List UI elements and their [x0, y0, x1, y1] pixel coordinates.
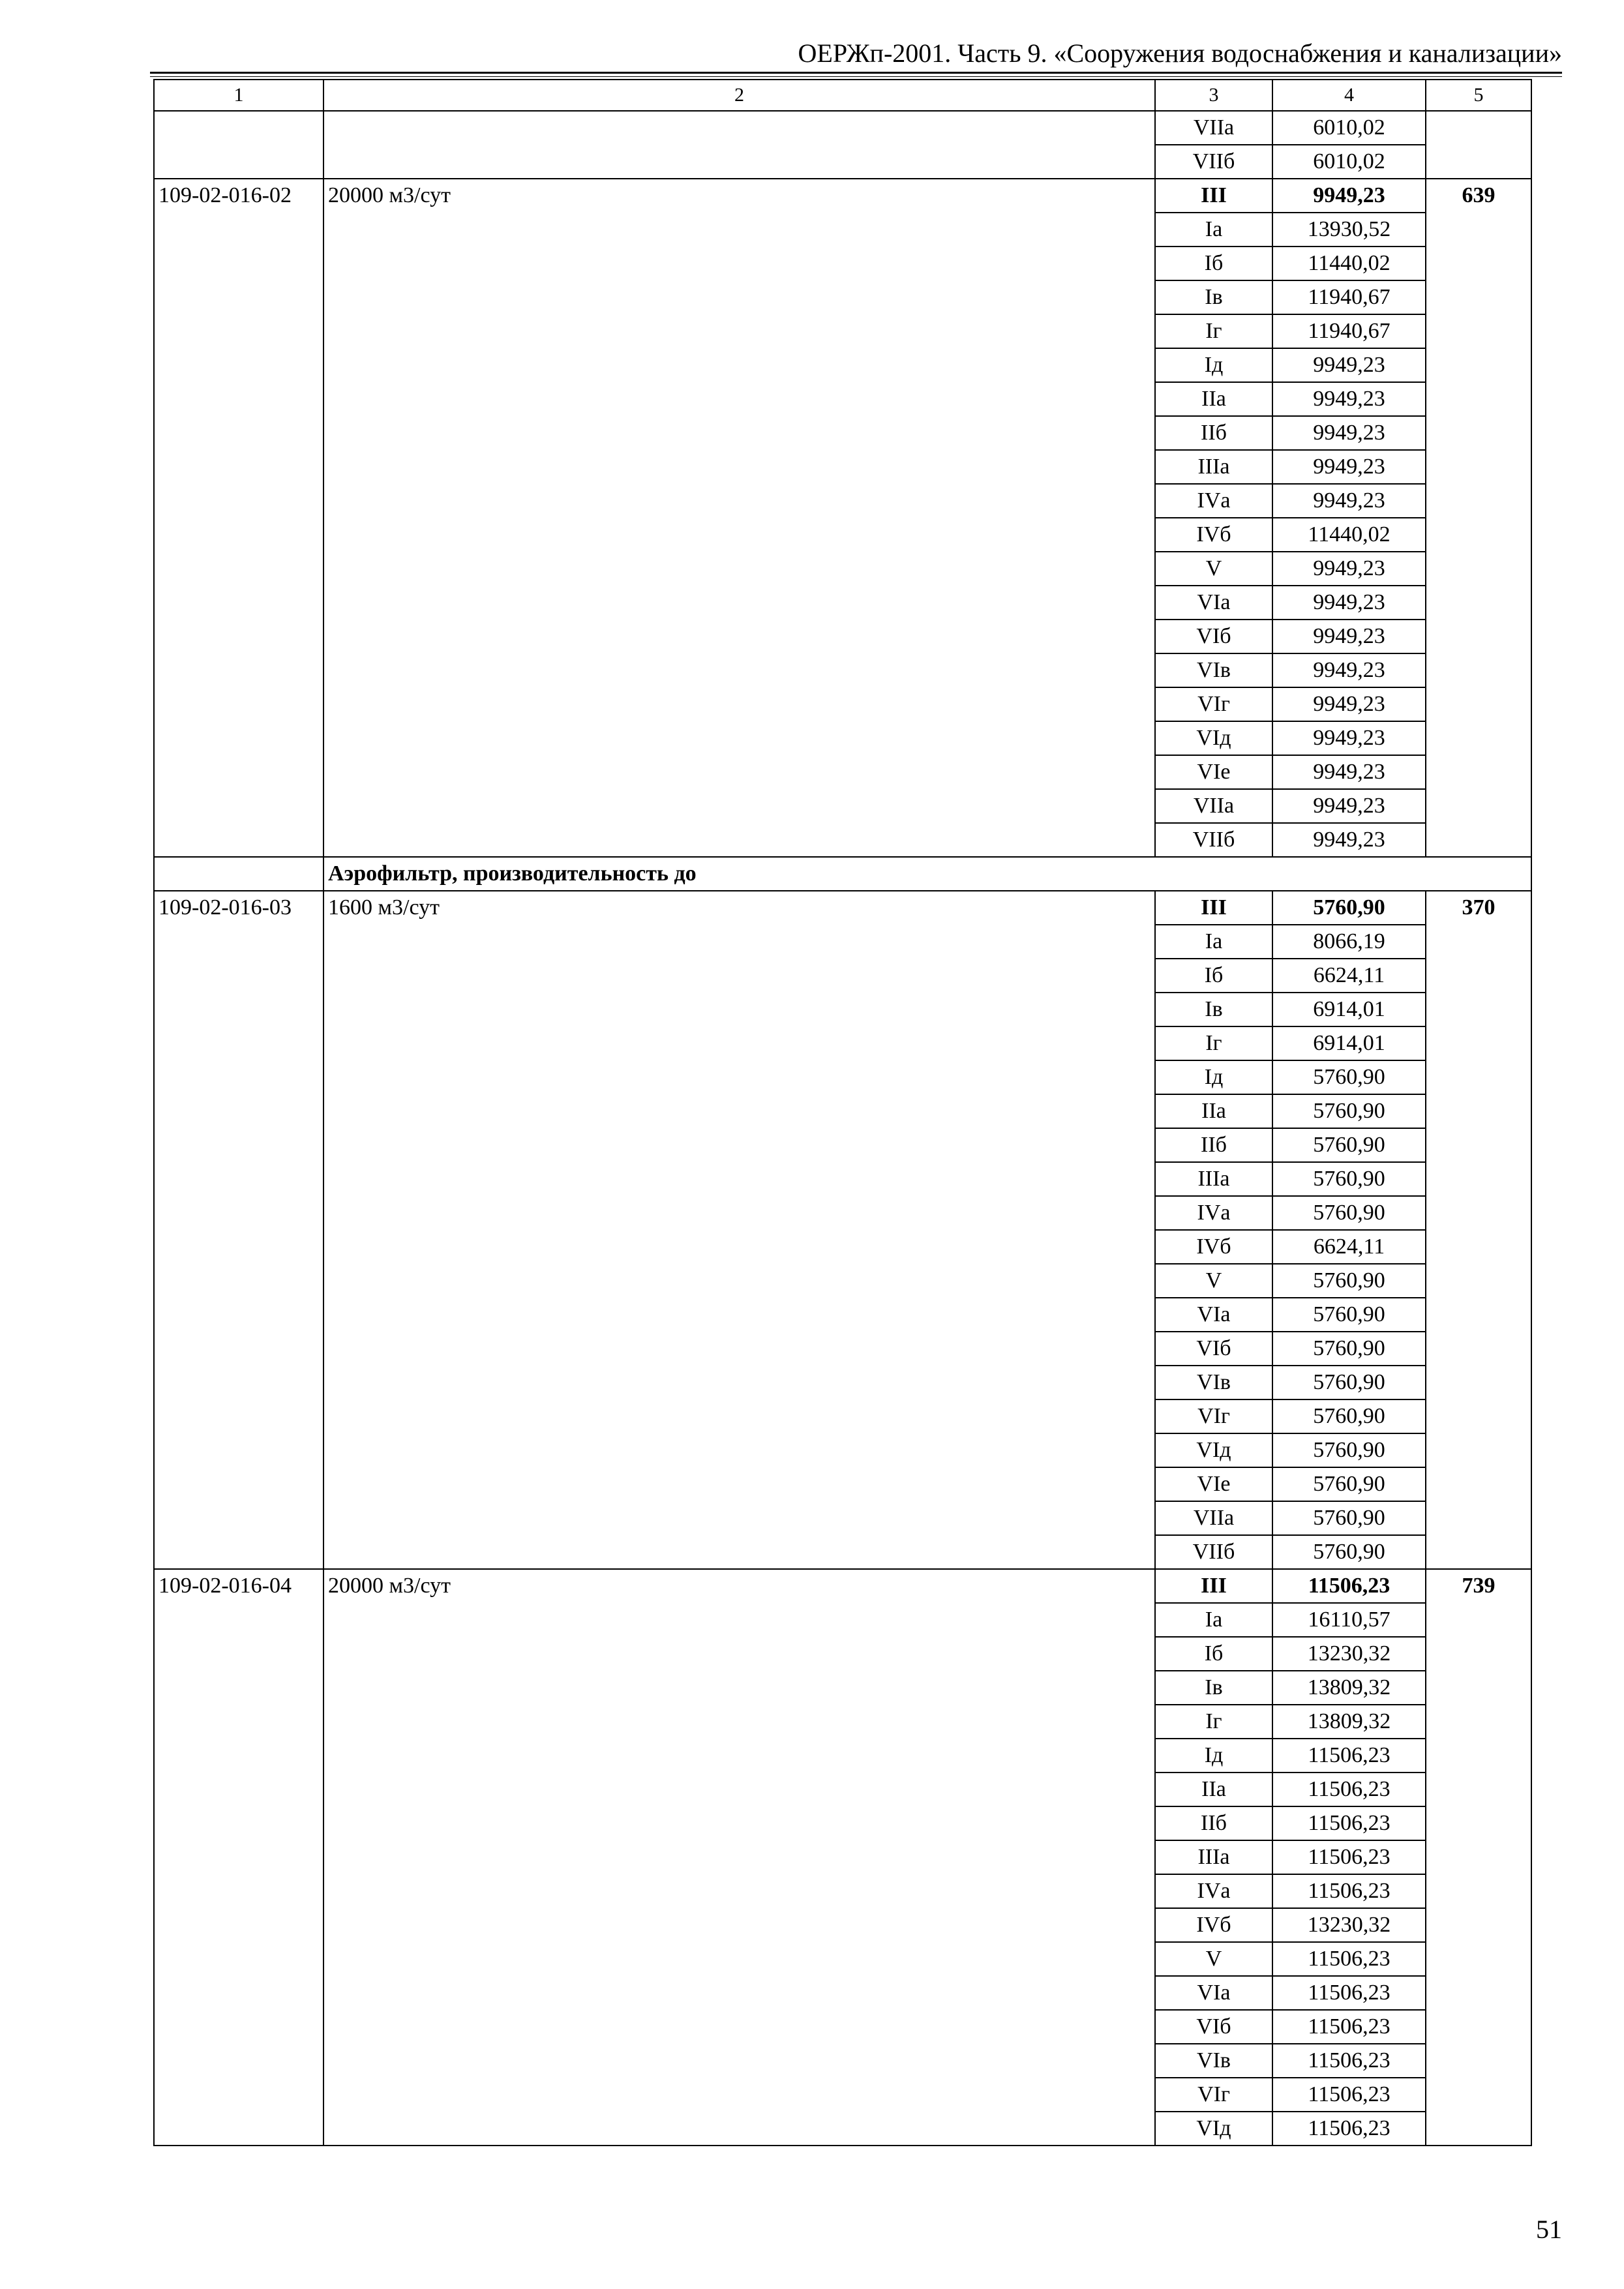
- zone-cell: Iа: [1155, 213, 1272, 247]
- page-header: ОЕРЖп-2001. Часть 9. «Сооружения водоснабжения и канализации»: [798, 38, 1562, 68]
- column-number: 2: [323, 80, 1155, 111]
- zone-cell: IVб: [1155, 1230, 1272, 1264]
- zone-cell: VIIб: [1155, 1535, 1272, 1569]
- price-cell: 11506,23: [1272, 2010, 1426, 2044]
- price-cell: 9949,23: [1272, 721, 1426, 755]
- price-cell: 13930,52: [1272, 213, 1426, 247]
- page-number: 51: [1536, 2215, 1562, 2244]
- zone-cell: Iг: [1155, 314, 1272, 348]
- price-cell: 5760,90: [1272, 1366, 1426, 1399]
- zone-cell: V: [1155, 552, 1272, 586]
- price-cell: 13809,32: [1272, 1671, 1426, 1705]
- price-cell: 9949,23: [1272, 484, 1426, 518]
- zone-cell: VIе: [1155, 755, 1272, 789]
- price-cell: 9949,23: [1272, 552, 1426, 586]
- zone-cell: Iа: [1155, 1603, 1272, 1637]
- zone-cell: IIб: [1155, 1128, 1272, 1162]
- header-rule-thin: [150, 76, 1562, 77]
- zone-cell: Iа: [1155, 925, 1272, 959]
- zone-cell: IIб: [1155, 416, 1272, 450]
- price-cell: 9949,23: [1272, 653, 1426, 687]
- zone-cell: VIа: [1155, 1976, 1272, 2010]
- price-cell: 5760,90: [1272, 1094, 1426, 1128]
- zone-cell: IIа: [1155, 1094, 1272, 1128]
- price-cell: 6010,02: [1272, 111, 1426, 145]
- zone-cell: Iв: [1155, 993, 1272, 1026]
- zone-cell: IIIа: [1155, 450, 1272, 484]
- price-cell: 5760,90: [1272, 1264, 1426, 1298]
- price-cell: 6914,01: [1272, 1026, 1426, 1060]
- zone-cell: VIг: [1155, 1399, 1272, 1433]
- price-cell: 5760,90: [1272, 1196, 1426, 1230]
- price-cell: 5760,90: [1272, 1128, 1426, 1162]
- zone-cell: VIIа: [1155, 1501, 1272, 1535]
- zone-cell: IIIа: [1155, 1162, 1272, 1196]
- price-cell: 11940,67: [1272, 280, 1426, 314]
- zone-cell: IVб: [1155, 518, 1272, 552]
- zone-cell: VIд: [1155, 2112, 1272, 2146]
- zone-cell: VIб: [1155, 1332, 1272, 1366]
- price-cell: 11506,23: [1272, 1773, 1426, 1806]
- price-cell: 9949,23: [1272, 620, 1426, 653]
- item-code: 109-02-016-03: [154, 891, 323, 1569]
- price-cell: 9949,23: [1272, 823, 1426, 857]
- price-cell: 11506,23: [1272, 1840, 1426, 1874]
- zone-cell: Iд: [1155, 348, 1272, 382]
- price-cell: 13809,32: [1272, 1705, 1426, 1739]
- price-cell: 6010,02: [1272, 145, 1426, 179]
- item-total: 739: [1426, 1569, 1531, 2146]
- item-code: 109-02-016-02: [154, 179, 323, 857]
- item-row: [154, 179, 1531, 213]
- price-cell: 11440,02: [1272, 247, 1426, 280]
- zone-cell: VIа: [1155, 1298, 1272, 1332]
- section-row: [154, 857, 1531, 891]
- base-price: 9949,23: [1272, 179, 1426, 213]
- price-cell: 6914,01: [1272, 993, 1426, 1026]
- zone-cell: Iг: [1155, 1705, 1272, 1739]
- zone-cell: Iв: [1155, 280, 1272, 314]
- zone-cell: IVб: [1155, 1908, 1272, 1942]
- zone-cell: VIа: [1155, 586, 1272, 620]
- header-rule: [150, 72, 1562, 74]
- zone-cell: V: [1155, 1942, 1272, 1976]
- total-cell: [1426, 111, 1531, 179]
- table-row: [154, 111, 1531, 145]
- price-cell: 9949,23: [1272, 450, 1426, 484]
- price-cell: 9949,23: [1272, 416, 1426, 450]
- base-zone: III: [1155, 1569, 1272, 1603]
- price-cell: 13230,32: [1272, 1908, 1426, 1942]
- base-zone: III: [1155, 179, 1272, 213]
- zone-cell: Iб: [1155, 1637, 1272, 1671]
- price-cell: 9949,23: [1272, 382, 1426, 416]
- column-number-row: [154, 80, 1531, 111]
- price-cell: 11440,02: [1272, 518, 1426, 552]
- zone-cell: VIIб: [1155, 823, 1272, 857]
- zone-cell: VIв: [1155, 1366, 1272, 1399]
- item-row: [154, 891, 1531, 925]
- price-cell: 9949,23: [1272, 586, 1426, 620]
- price-cell: 11506,23: [1272, 1942, 1426, 1976]
- price-cell: 9949,23: [1272, 789, 1426, 823]
- base-zone: III: [1155, 891, 1272, 925]
- column-number: 1: [154, 80, 323, 111]
- item-description: 20000 м3/сут: [323, 179, 1155, 857]
- price-table: [153, 79, 1532, 2146]
- column-number: 5: [1426, 80, 1531, 111]
- zone-cell: VIIа: [1155, 789, 1272, 823]
- zone-cell: VIд: [1155, 1433, 1272, 1467]
- price-cell: 5760,90: [1272, 1332, 1426, 1366]
- price-cell: 11506,23: [1272, 1976, 1426, 2010]
- item-description: 20000 м3/сут: [323, 1569, 1155, 2146]
- zone-cell: VIIа: [1155, 111, 1272, 145]
- price-cell: 5760,90: [1272, 1399, 1426, 1433]
- price-cell: 5760,90: [1272, 1501, 1426, 1535]
- zone-cell: IVа: [1155, 1874, 1272, 1908]
- zone-cell: Iд: [1155, 1060, 1272, 1094]
- price-cell: 11506,23: [1272, 2044, 1426, 2078]
- item-row: [154, 1569, 1531, 1603]
- zone-cell: Iг: [1155, 1026, 1272, 1060]
- zone-cell: VIв: [1155, 653, 1272, 687]
- zone-cell: IIIа: [1155, 1840, 1272, 1874]
- zone-cell: IIа: [1155, 382, 1272, 416]
- zone-cell: Iв: [1155, 1671, 1272, 1705]
- item-total: 639: [1426, 179, 1531, 857]
- description-cell: [323, 111, 1155, 179]
- zone-cell: VIг: [1155, 687, 1272, 721]
- price-cell: 6624,11: [1272, 959, 1426, 993]
- zone-cell: VIг: [1155, 2078, 1272, 2112]
- price-cell: 11506,23: [1272, 1874, 1426, 1908]
- code-cell: [154, 111, 323, 179]
- zone-cell: VIе: [1155, 1467, 1272, 1501]
- price-cell: 9949,23: [1272, 348, 1426, 382]
- price-cell: 5760,90: [1272, 1060, 1426, 1094]
- zone-cell: IVа: [1155, 1196, 1272, 1230]
- column-number: 3: [1155, 80, 1272, 111]
- price-cell: 13230,32: [1272, 1637, 1426, 1671]
- price-cell: 5760,90: [1272, 1535, 1426, 1569]
- section-title: Аэрофильтр, производительность до: [323, 857, 1531, 891]
- price-cell: 9949,23: [1272, 755, 1426, 789]
- section-code-cell: [154, 857, 323, 891]
- base-price: 11506,23: [1272, 1569, 1426, 1603]
- price-cell: 8066,19: [1272, 925, 1426, 959]
- zone-cell: Iб: [1155, 959, 1272, 993]
- item-total: 370: [1426, 891, 1531, 1569]
- zone-cell: VIд: [1155, 721, 1272, 755]
- price-cell: 5760,90: [1272, 1162, 1426, 1196]
- price-cell: 6624,11: [1272, 1230, 1426, 1264]
- base-price: 5760,90: [1272, 891, 1426, 925]
- zone-cell: VIб: [1155, 2010, 1272, 2044]
- zone-cell: Iд: [1155, 1739, 1272, 1773]
- price-cell: 5760,90: [1272, 1467, 1426, 1501]
- price-cell: 9949,23: [1272, 687, 1426, 721]
- zone-cell: IVа: [1155, 484, 1272, 518]
- item-description: 1600 м3/сут: [323, 891, 1155, 1569]
- zone-cell: V: [1155, 1264, 1272, 1298]
- price-cell: 11506,23: [1272, 2078, 1426, 2112]
- price-cell: 11506,23: [1272, 1739, 1426, 1773]
- price-cell: 11940,67: [1272, 314, 1426, 348]
- price-cell: 11506,23: [1272, 2112, 1426, 2146]
- column-number: 4: [1272, 80, 1426, 111]
- zone-cell: VIв: [1155, 2044, 1272, 2078]
- item-code: 109-02-016-04: [154, 1569, 323, 2146]
- zone-cell: IIб: [1155, 1806, 1272, 1840]
- price-cell: 11506,23: [1272, 1806, 1426, 1840]
- zone-cell: IIа: [1155, 1773, 1272, 1806]
- zone-cell: VIIб: [1155, 145, 1272, 179]
- price-cell: 16110,57: [1272, 1603, 1426, 1637]
- price-cell: 5760,90: [1272, 1433, 1426, 1467]
- zone-cell: Iб: [1155, 247, 1272, 280]
- price-cell: 5760,90: [1272, 1298, 1426, 1332]
- zone-cell: VIб: [1155, 620, 1272, 653]
